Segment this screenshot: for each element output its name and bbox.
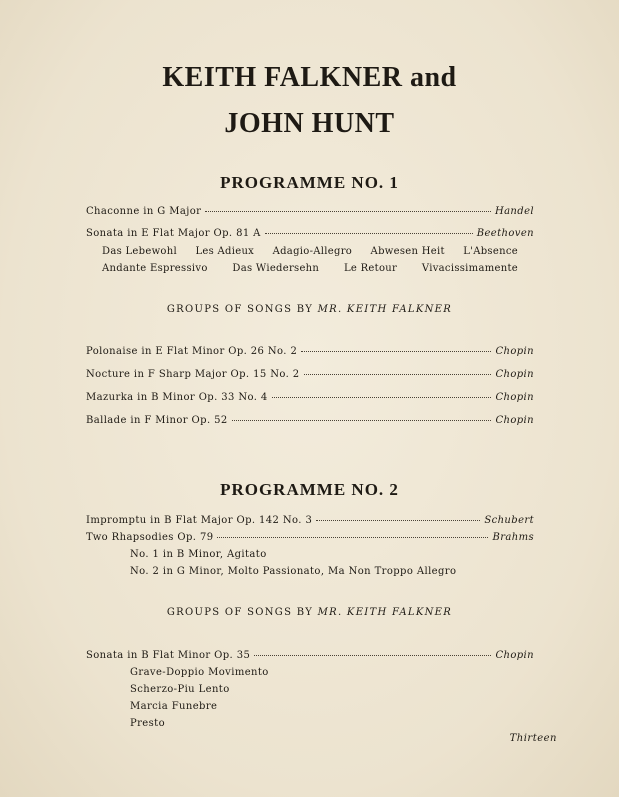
composer-name: Chopin (495, 392, 534, 403)
composer-name: Handel (494, 206, 534, 217)
composer-name: Brahms (492, 532, 534, 543)
dot-leader (316, 520, 480, 521)
movement-label: Vivacissimamente (421, 263, 518, 274)
programme-entry (86, 415, 534, 426)
movement-label: Abwesen Heit (370, 246, 445, 257)
work-title: Chaconne in G Major (86, 206, 202, 217)
programme-entry (86, 532, 534, 543)
composer-name: Chopin (495, 346, 534, 357)
work-title: Nocture in F Sharp Major Op. 15 No. 2 (86, 369, 300, 380)
singer-name: MR. KEITH FALKNER (317, 304, 453, 315)
programme-2-heading: PROGRAMME NO. 2 (220, 480, 399, 499)
work-title: Sonata in B Flat Minor Op. 35 (86, 650, 251, 661)
rhapsody-item: No. 1 in B Minor, Agitato (130, 549, 267, 560)
programme-entry (86, 346, 534, 357)
movement-label: Das Lebewohl (102, 246, 177, 257)
groups-prefix: GROUPS OF SONGS BY (166, 304, 314, 315)
programme-entry (86, 228, 534, 239)
composer-name: Beethoven (476, 228, 534, 239)
singer-name: MR. KEITH FALKNER (317, 607, 453, 618)
movement-label: Adagio-Allegro (272, 246, 353, 257)
programme-entry (86, 650, 534, 661)
sonata-movement: Presto (130, 718, 165, 729)
dot-leader (265, 233, 473, 234)
dot-leader (301, 351, 491, 352)
songs-group-note-1 (0, 304, 619, 315)
work-title: Two Rhapsodies Op. 79 (86, 532, 214, 543)
programme-1-heading: PROGRAMME NO. 1 (220, 173, 399, 192)
songs-group-note-2 (0, 607, 619, 618)
composer-name: Chopin (495, 369, 534, 380)
movement-label: Les Adieux (195, 246, 255, 257)
dot-leader (232, 420, 492, 421)
dot-leader (217, 537, 488, 538)
sonata-movement: Marcia Funebre (130, 701, 218, 712)
sonata-movement: Scherzo-Piu Lento (130, 684, 230, 695)
programme-entry (86, 392, 534, 403)
work-title: Mazurka in B Minor Op. 33 No. 4 (86, 392, 268, 403)
performers-title-line1: KEITH FALKNER and (162, 62, 457, 93)
work-title: Impromptu in B Flat Major Op. 142 No. 3 (86, 515, 313, 526)
rhapsody-item: No. 2 in G Minor, Molto Passionato, Ma Non Troppo Allegro (130, 566, 457, 577)
programme-entry (86, 515, 534, 526)
dot-leader (272, 397, 492, 398)
movement-label: Das Wiedersehn (232, 263, 320, 274)
sonata-movement: Grave-Doppio Movimento (130, 667, 269, 678)
movement-label: Andante Espressivo (102, 263, 208, 274)
groups-prefix: GROUPS OF SONGS BY (166, 607, 314, 618)
work-title: Polonaise in E Flat Minor Op. 26 No. 2 (86, 346, 298, 357)
movement-label: Le Retour (343, 263, 398, 274)
sonata-movements-row2 (102, 263, 518, 274)
composer-name: Schubert (484, 515, 534, 526)
work-title: Ballade in F Minor Op. 52 (86, 415, 228, 426)
dot-leader (205, 211, 491, 212)
performers-title-line2: JOHN HUNT (224, 108, 395, 139)
work-title: Sonata in E Flat Major Op. 81 A (86, 228, 261, 239)
sonata-movements-row1 (102, 246, 518, 257)
programme-entry (86, 206, 534, 217)
programme-entry (86, 369, 534, 380)
composer-name: Chopin (495, 415, 534, 426)
page-number: Thirteen (509, 733, 557, 744)
dot-leader (304, 374, 492, 375)
movement-label: L'Absence (463, 246, 518, 257)
composer-name: Chopin (495, 650, 534, 661)
dot-leader (254, 655, 491, 656)
